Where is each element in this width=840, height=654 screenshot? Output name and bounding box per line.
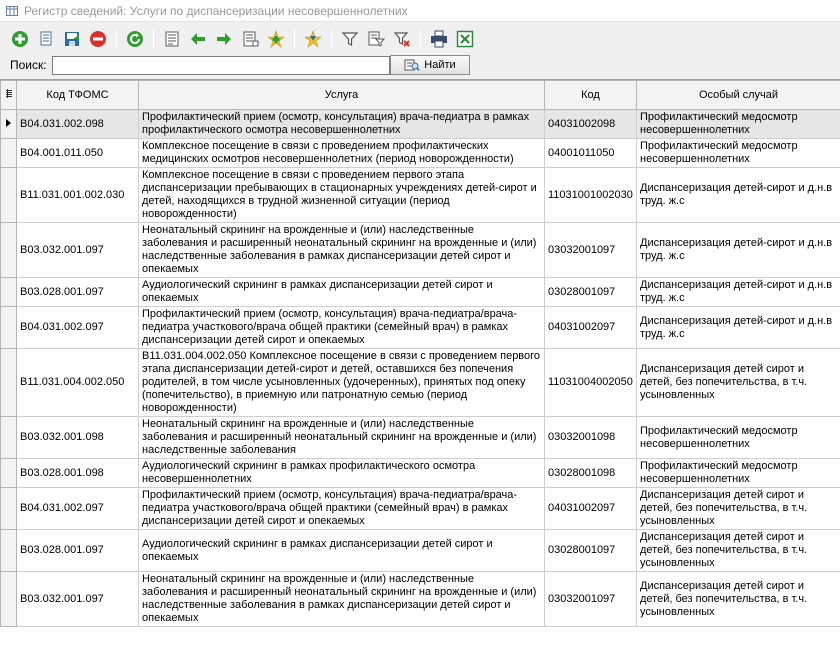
filter-button[interactable] bbox=[338, 27, 362, 51]
star-plus-icon bbox=[267, 30, 285, 48]
refresh-icon bbox=[126, 30, 144, 48]
cell-code[interactable]: 11031004002050 bbox=[545, 349, 637, 417]
header-settings-cell[interactable] bbox=[1, 81, 17, 110]
toolbar-separator bbox=[420, 29, 421, 49]
row-indicator[interactable] bbox=[1, 530, 17, 572]
move-left-button[interactable] bbox=[186, 27, 210, 51]
arrow-right-icon bbox=[215, 30, 233, 48]
column-header-service[interactable]: Услуга bbox=[139, 81, 545, 110]
cell-special-case[interactable]: Диспансеризация детей-сирот и д.н.в труд. ж.с bbox=[637, 223, 840, 278]
table-row[interactable] bbox=[1, 488, 840, 530]
filter-clear-button[interactable] bbox=[390, 27, 414, 51]
cell-service[interactable]: В11.031.004.002.050 Комплексное посещение в связи с проведением первого этапа диспансеризации детей-сирот и детей, оставшихся без попечения родителей, в том числе усыновленных (удочеренных), принятых под опеку (попечительство), в приемную или патронатную семью (период новорожденности) bbox=[139, 349, 545, 417]
cell-service[interactable]: Комплексное посещение в связи с проведением первого этапа диспансеризации пребывающих в стационарных учреждениях детей-сирот и детей, находящихся в трудной жизненной ситуации (период новорожденности) bbox=[139, 168, 545, 223]
cell-tfoms-code[interactable]: B03.028.001.098 bbox=[17, 459, 139, 488]
row-indicator[interactable] bbox=[1, 459, 17, 488]
search-find-icon bbox=[404, 58, 420, 72]
list-button[interactable] bbox=[160, 27, 184, 51]
cell-code[interactable]: 04031002098 bbox=[545, 110, 637, 139]
table-header bbox=[1, 81, 840, 110]
cell-service[interactable]: Аудиологический скрининг в рамках диспансеризации детей сирот и опекаемых bbox=[139, 278, 545, 307]
row-indicator[interactable] bbox=[1, 417, 17, 459]
search-label: Поиск: bbox=[10, 58, 47, 72]
cell-service[interactable]: Комплексное посещение в связи с проведением профилактических медицинских осмотров несовершеннолетних (период новорожденности) bbox=[139, 139, 545, 168]
row-indicator[interactable] bbox=[1, 223, 17, 278]
delete-button[interactable] bbox=[86, 27, 110, 51]
cell-tfoms-code[interactable]: B04.031.002.097 bbox=[17, 307, 139, 349]
cell-special-case[interactable]: Диспансеризация детей-сирот и д.н.в труд. ж.с bbox=[637, 168, 840, 223]
table-row[interactable] bbox=[1, 530, 840, 572]
add-star-button[interactable] bbox=[264, 27, 288, 51]
cell-tfoms-code[interactable]: B03.032.001.097 bbox=[17, 572, 139, 627]
row-indicator[interactable] bbox=[1, 110, 17, 139]
cell-code[interactable]: 11031001002030 bbox=[545, 168, 637, 223]
table-row[interactable] bbox=[1, 223, 840, 278]
plus-circle-icon bbox=[11, 30, 29, 48]
cell-service[interactable]: Неонатальный скрининг на врожденные и (или) наследственные заболевания и расширенный неонатальный скрининг на врожденные и (или) наследственные заболевания bbox=[139, 417, 545, 459]
column-header-code[interactable]: Код bbox=[545, 81, 637, 110]
row-indicator[interactable] bbox=[1, 168, 17, 223]
cell-tfoms-code[interactable]: B11.031.004.002.050 bbox=[17, 349, 139, 417]
cell-code[interactable]: 03028001097 bbox=[545, 278, 637, 307]
cell-code[interactable]: 03032001097 bbox=[545, 572, 637, 627]
toolbar bbox=[0, 26, 840, 52]
cell-special-case[interactable]: Профилактический медосмотр несовершеннолетних bbox=[637, 459, 840, 488]
star-arrow-icon bbox=[304, 30, 322, 48]
current-row-arrow-icon bbox=[6, 119, 11, 127]
row-indicator[interactable] bbox=[1, 572, 17, 627]
cell-tfoms-code[interactable]: B03.028.001.097 bbox=[17, 278, 139, 307]
title-bar bbox=[0, 0, 840, 22]
search-button-label: Найти bbox=[424, 59, 456, 71]
filter-clear-icon bbox=[393, 30, 411, 48]
search-input[interactable] bbox=[52, 56, 390, 75]
cell-code[interactable]: 03028001097 bbox=[545, 530, 637, 572]
cell-code[interactable]: 04031002097 bbox=[545, 488, 637, 530]
toolbar-separator bbox=[153, 29, 154, 49]
table-row[interactable] bbox=[1, 110, 840, 139]
cell-special-case[interactable]: Диспансеризация детей-сирот и д.н.в труд. ж.с bbox=[637, 307, 840, 349]
cell-special-case[interactable]: Диспансеризация детей сирот и детей, без попечительства, в т.ч. усыновленных bbox=[637, 349, 840, 417]
cell-special-case[interactable]: Профилактический медосмотр несовершеннолетних bbox=[637, 417, 840, 459]
cell-service[interactable]: Аудиологический скрининг в рамках диспансеризации детей сирот и опекаемых bbox=[139, 530, 545, 572]
filter-edit-button[interactable] bbox=[364, 27, 388, 51]
table-row[interactable] bbox=[1, 139, 840, 168]
cell-tfoms-code[interactable]: B11.031.001.002.030 bbox=[17, 168, 139, 223]
excel-button[interactable] bbox=[453, 27, 477, 51]
table-row[interactable] bbox=[1, 417, 840, 459]
column-header-tfoms-code[interactable]: Код ТФОМС bbox=[17, 81, 139, 110]
search-button[interactable] bbox=[390, 55, 470, 75]
cell-service[interactable]: Аудиологический скрининг в рамках профилактического осмотра несовершеннолетних bbox=[139, 459, 545, 488]
printer-icon bbox=[430, 30, 448, 48]
list-icon bbox=[163, 30, 181, 48]
list-settings-button[interactable] bbox=[238, 27, 262, 51]
row-indicator[interactable] bbox=[1, 349, 17, 417]
cell-code[interactable]: 04031002097 bbox=[545, 307, 637, 349]
search-bar bbox=[0, 54, 840, 76]
delete-circle-icon bbox=[89, 30, 107, 48]
grid-settings-icon bbox=[5, 89, 13, 99]
table-row[interactable] bbox=[1, 572, 840, 627]
edit-button[interactable] bbox=[60, 27, 84, 51]
table-row[interactable] bbox=[1, 307, 840, 349]
table-icon bbox=[6, 5, 18, 17]
edit-icon bbox=[63, 30, 81, 48]
list-settings-icon bbox=[241, 30, 259, 48]
cell-special-case[interactable]: Диспансеризация детей сирот и детей, без попечительства, в т.ч. усыновленных bbox=[637, 530, 840, 572]
filter-icon bbox=[341, 30, 359, 48]
cell-tfoms-code[interactable]: B04.031.002.098 bbox=[17, 110, 139, 139]
cell-code[interactable]: 03032001098 bbox=[545, 417, 637, 459]
copy-icon bbox=[37, 30, 55, 48]
cell-service[interactable]: Профилактический прием (осмотр, консультация) врача-педиатра/врача-педиатра участкового/врача общей практики (семейный врач) в рамках диспансеризации детей сирот и опекаемых bbox=[139, 488, 545, 530]
cell-special-case[interactable]: Профилактический медосмотр несовершеннолетних bbox=[637, 139, 840, 168]
row-indicator[interactable] bbox=[1, 488, 17, 530]
cell-tfoms-code[interactable]: B03.032.001.098 bbox=[17, 417, 139, 459]
cell-special-case[interactable]: Профилактический медосмотр несовершеннолетних bbox=[637, 110, 840, 139]
cell-service[interactable]: Неонатальный скрининг на врожденные и (или) наследственные заболевания и расширенный неонатальный скрининг на врожденные и (или) наследственные заболевания в рамках диспансеризации детей сирот и опекаемых bbox=[139, 572, 545, 627]
excel-icon bbox=[456, 30, 474, 48]
table-row[interactable] bbox=[1, 349, 840, 417]
table-row[interactable] bbox=[1, 168, 840, 223]
add-button[interactable] bbox=[8, 27, 32, 51]
row-indicator[interactable] bbox=[1, 278, 17, 307]
move-right-button[interactable] bbox=[212, 27, 236, 51]
toolbar-separator bbox=[116, 29, 117, 49]
cell-tfoms-code[interactable]: B03.032.001.097 bbox=[17, 223, 139, 278]
row-indicator[interactable] bbox=[1, 139, 17, 168]
cell-tfoms-code[interactable]: B04.001.011.050 bbox=[17, 139, 139, 168]
services-table[interactable] bbox=[0, 79, 840, 654]
print-button[interactable] bbox=[427, 27, 451, 51]
cell-code[interactable]: 03028001098 bbox=[545, 459, 637, 488]
cell-service[interactable]: Профилактический прием (осмотр, консультация) врача-педиатра/врача-педиатра участкового/врача общей практики (семейный врач) в рамках диспансеризации детей сирот и опекаемых bbox=[139, 307, 545, 349]
row-indicator[interactable] bbox=[1, 307, 17, 349]
cell-code[interactable]: 03032001097 bbox=[545, 223, 637, 278]
arrow-left-icon bbox=[189, 30, 207, 48]
table-row[interactable] bbox=[1, 459, 840, 488]
cell-service[interactable]: Неонатальный скрининг на врожденные и (или) наследственные заболевания и расширенный неонатальный скрининг на врожденные и (или) наследственные заболевания в рамках диспансеризации детей сирот и опекаемых bbox=[139, 223, 545, 278]
cell-code[interactable]: 04001011050 bbox=[545, 139, 637, 168]
refresh-button[interactable] bbox=[123, 27, 147, 51]
cell-special-case[interactable]: Диспансеризация детей сирот и детей, без попечительства, в т.ч. усыновленных bbox=[637, 572, 840, 627]
copy-button[interactable] bbox=[34, 27, 58, 51]
toolbar-separator bbox=[331, 29, 332, 49]
star-down-button[interactable] bbox=[301, 27, 325, 51]
cell-tfoms-code[interactable]: B04.031.002.097 bbox=[17, 488, 139, 530]
window-title: Регистр сведений: Услуги по диспансеризации несовершеннолетних bbox=[24, 3, 408, 18]
cell-special-case[interactable]: Диспансеризация детей сирот и детей, без попечительства, в т.ч. усыновленных bbox=[637, 488, 840, 530]
filter-edit-icon bbox=[367, 30, 385, 48]
cell-service[interactable]: Профилактический прием (осмотр, консультация) врача-педиатра в рамках профилактического осмотра несовершеннолетних bbox=[139, 110, 545, 139]
table-row[interactable] bbox=[1, 278, 840, 307]
cell-tfoms-code[interactable]: B03.028.001.097 bbox=[17, 530, 139, 572]
column-header-special-case[interactable]: Особый случай bbox=[637, 81, 840, 110]
toolbar-separator bbox=[294, 29, 295, 49]
cell-special-case[interactable]: Диспансеризация детей-сирот и д.н.в труд. ж.с bbox=[637, 278, 840, 307]
